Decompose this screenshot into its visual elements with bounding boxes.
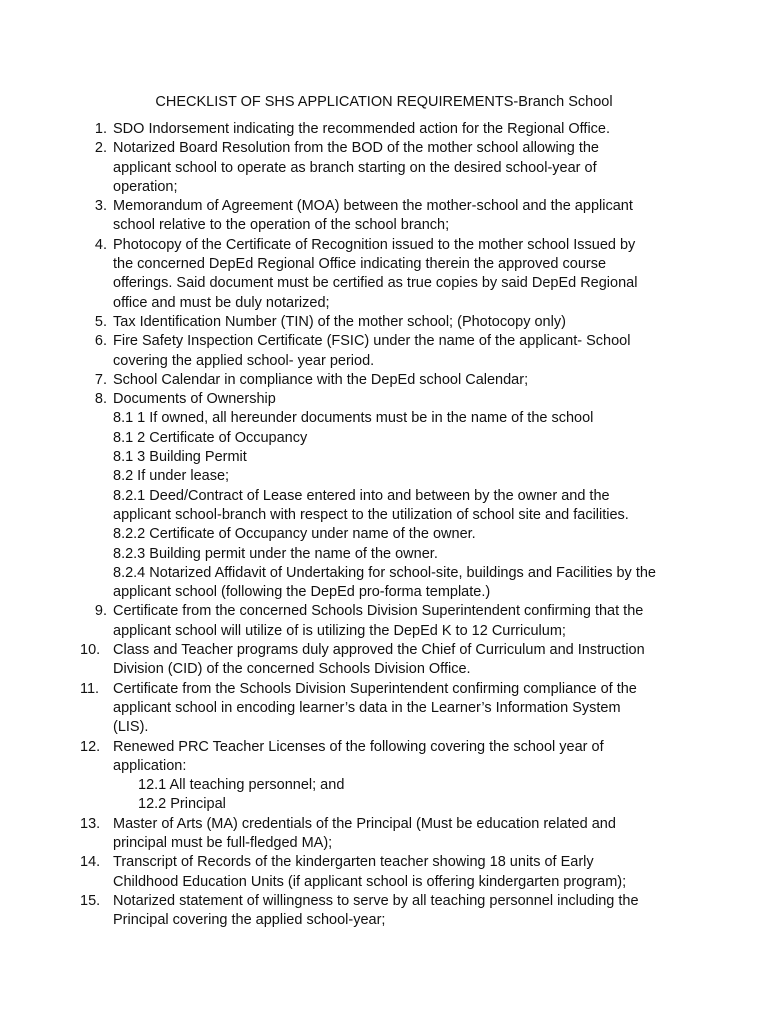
item-text-line: offerings. Said document must be certified as true copies by said DepEd Regional [113, 275, 638, 292]
item-number: 11. [80, 680, 100, 697]
item-text-line: Notarized Board Resolution from the BOD of the mother school allowing the [113, 140, 599, 157]
list-item [80, 120, 700, 139]
list-item [80, 332, 700, 371]
item-text-line: Memorandum of Agreement (MOA) between the mother-school and the applicant [113, 198, 633, 215]
list-item [80, 680, 700, 738]
item-text-line: applicant school to operate as branch starting on the desired school-year of [113, 159, 597, 176]
item-number: 13. [80, 815, 101, 832]
sub-item-line: 12.1 All teaching personnel; and [138, 777, 345, 794]
list-item [80, 815, 700, 854]
list-item [80, 853, 700, 892]
item-text-line: 8.1 1 If owned, all hereunder documents must be in the name of the school [113, 410, 594, 427]
list-item [80, 738, 700, 815]
item-text-line: Certificate from the Schools Division Superintendent confirming compliance of the [113, 680, 637, 697]
item-text-line: covering the applied school- year period. [113, 352, 375, 369]
item-text-line: principal must be full-fledged MA); [113, 834, 333, 851]
list-item [80, 892, 700, 931]
item-number: 8. [94, 391, 107, 408]
item-text-line: the concerned DepEd Regional Office indicating therein the approved course [113, 256, 607, 273]
item-text-line: SDO Indorsement indicating the recommended action for the Regional Office. [113, 121, 611, 137]
item-text-line: operation; [113, 178, 178, 195]
item-text-line: applicant school (following the DepEd pro-forma template.) [113, 584, 491, 601]
item-text-line: School Calendar in compliance with the DepEd school Calendar; [113, 371, 529, 388]
item-text-line: Renewed PRC Teacher Licenses of the following covering the school year of [113, 738, 604, 755]
item-number: 9. [94, 603, 107, 620]
item-text-line: 8.2 If under lease; [113, 468, 230, 485]
item-text-line: Childhood Education Units (if applicant school is offering kindergarten program); [113, 873, 627, 890]
item-text-line: Photocopy of the Certificate of Recognition issued to the mother school Issued by [113, 236, 636, 253]
list-item [80, 390, 700, 602]
item-text-line: Division (CID) of the concerned Schools Division Office. [113, 661, 471, 678]
item-text-line: school relative to the operation of the school branch; [113, 217, 450, 234]
item-number: 2. [94, 140, 107, 157]
item-number: 3. [94, 198, 107, 215]
item-number: 14. [80, 854, 101, 871]
item-number: 10. [80, 642, 101, 659]
sub-item-line: 12.2 Principal [138, 796, 226, 813]
item-text-line: Transcript of Records of the kindergarten teacher showing 18 units of Early [113, 854, 594, 871]
item-text-line: Class and Teacher programs duly approved the Chief of Curriculum and Instruction [113, 642, 645, 659]
item-text-line: Documents of Ownership [113, 391, 276, 408]
item-text-line: Principal covering the applied school-year; [113, 912, 386, 929]
list-item [80, 371, 700, 390]
item-text-line: Certificate from the concerned Schools Division Superintendent confirming that the [113, 603, 644, 620]
item-text-line: Fire Safety Inspection Certificate (FSIC) under the name of the applicant- School [113, 333, 631, 350]
item-text-line: office and must be duly notarized; [113, 294, 330, 311]
item-text-line: 8.2.3 Building permit under the name of the owner. [113, 545, 438, 562]
list-item [80, 313, 700, 332]
item-number: 4. [94, 236, 107, 253]
list-item [80, 602, 700, 641]
item-text-line: 8.2.2 Certificate of Occupancy under name of the owner. [113, 526, 476, 543]
item-text-line: 8.2.1 Deed/Contract of Lease entered into and between by the owner and the [113, 487, 610, 504]
item-text-line: (LIS). [113, 719, 149, 736]
item-text-line: applicant school in encoding learner’s data in the Learner’s Information System [113, 699, 621, 716]
item-text-line: Master of Arts (MA) credentials of the Principal (Must be education related and [113, 815, 616, 832]
list-item [80, 641, 700, 680]
item-text-line: applicant school will utilize of is utilizing the DepEd K to 12 Curriculum; [113, 622, 566, 639]
item-text-line: Notarized statement of willingness to serve by all teaching personnel including the [113, 892, 639, 909]
item-number: 6. [94, 333, 107, 350]
item-text-line: applicant school-branch with respect to the utilization of school site and facilities. [113, 506, 629, 523]
document-title: CHECKLIST OF SHS APPLICATION REQUIREMENTS-Branch School [155, 94, 613, 110]
item-text-line: 8.2.4 Notarized Affidavit of Undertaking for school-site, buildings and Facilities by the [113, 564, 656, 581]
item-number: 15. [80, 892, 101, 909]
item-text-line: application: [113, 757, 187, 774]
list-item [80, 197, 700, 236]
list-item [80, 139, 700, 197]
item-number: 5. [94, 313, 107, 330]
requirements-list [80, 120, 700, 930]
item-text-line: 8.1 2 Certificate of Occupancy [113, 429, 308, 446]
item-number: 1. [94, 121, 107, 137]
item-number: 12. [80, 738, 101, 755]
item-text-line: 8.1 3 Building Permit [113, 449, 247, 466]
item-number: 7. [94, 371, 107, 388]
item-text-line: Tax Identification Number (TIN) of the mother school; (Photocopy only) [113, 313, 566, 330]
list-item [80, 236, 700, 313]
